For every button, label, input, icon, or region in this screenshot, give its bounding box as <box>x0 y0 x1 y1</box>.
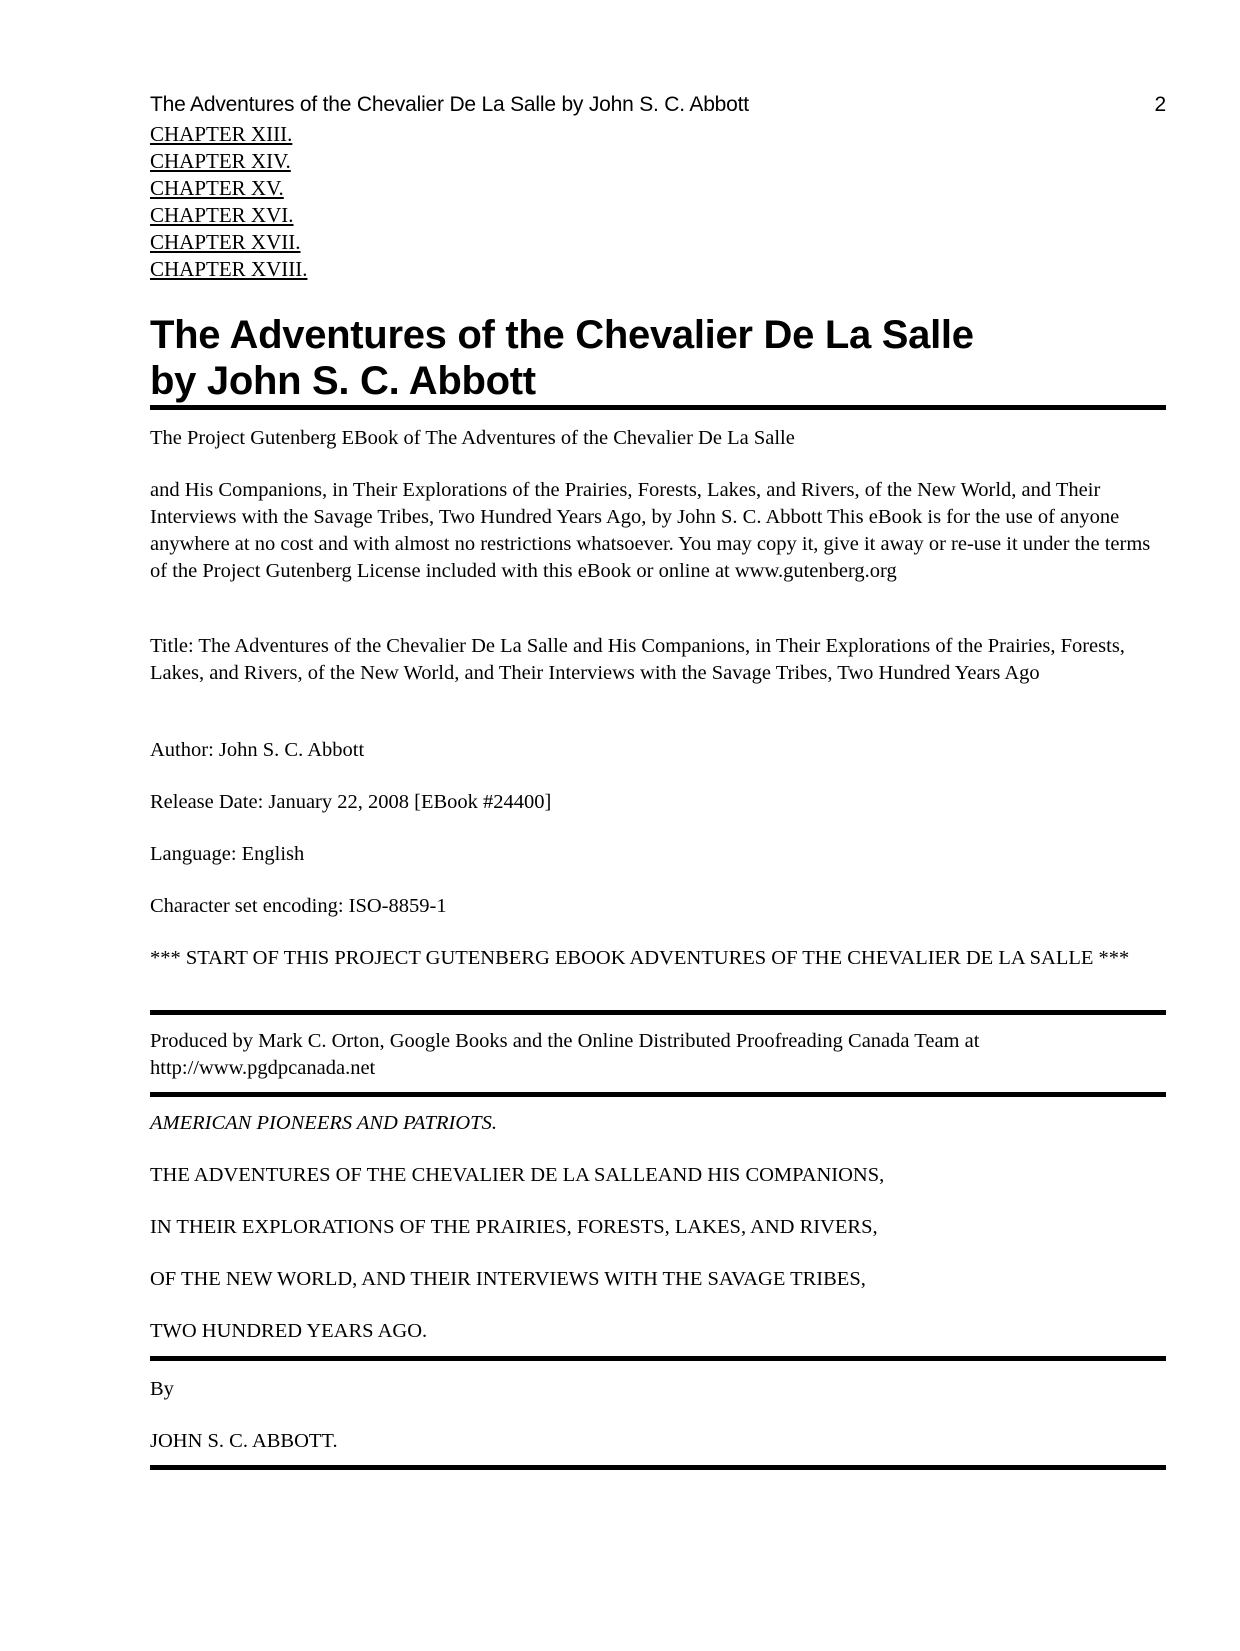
title-page-line-4: TWO HUNDRED YEARS AGO. <box>150 1320 428 1342</box>
toc-link-chapter-xvii[interactable]: CHAPTER XVII. <box>150 230 301 254</box>
running-header <box>150 90 1166 120</box>
running-header-title: The Adventures of the Chevalier De La Salle by John S. C. Abbott <box>150 93 749 116</box>
toc-link-chapter-xviii[interactable]: CHAPTER XVIII. <box>150 257 308 281</box>
title-field: Title: The Adventures of the Chevalier De La Salle and His Companions, in Their Explorations of the Prairies, Forests, Lakes, and Rivers, of the New World, and Their Interviews with the Savage Tribes, Two Hundred Years Ago <box>150 635 1125 684</box>
by-label: By <box>150 1378 174 1400</box>
series-title: AMERICAN PIONEERS AND PATRIOTS. <box>150 1112 497 1134</box>
toc-link-chapter-xvi[interactable]: CHAPTER XVI. <box>150 203 294 227</box>
produced-by: Produced by Mark C. Orton, Google Books and the Online Distributed Proofreading Canada Team at http://www.pgdpcanada.net <box>150 1030 980 1079</box>
release-date-field: Release Date: January 22, 2008 [EBook #24400] <box>150 791 552 813</box>
toc-link-chapter-xv[interactable]: CHAPTER XV. <box>150 176 284 200</box>
author-field: Author: John S. C. Abbott <box>150 739 365 761</box>
divider-rule <box>150 1465 1166 1470</box>
book-title-line2: by John S. C. Abbott <box>150 359 536 403</box>
book-title <box>150 312 974 404</box>
start-marker: *** START OF THIS PROJECT GUTENBERG EBOOK ADVENTURES OF THE CHEVALIER DE LA SALLE *** <box>150 947 1130 969</box>
title-page-line-2: IN THEIR EXPLORATIONS OF THE PRAIRIES, FORESTS, LAKES, AND RIVERS, <box>150 1216 878 1238</box>
language-field: Language: English <box>150 843 305 865</box>
encoding-field: Character set encoding: ISO-8859-1 <box>150 895 447 917</box>
divider-rule <box>150 405 1166 410</box>
title-page-line-3: OF THE NEW WORLD, AND THEIR INTERVIEWS WITH THE SAVAGE TRIBES, <box>150 1268 866 1290</box>
book-title-line1: The Adventures of the Chevalier De La Salle <box>150 313 974 357</box>
title-page-author: JOHN S. C. ABBOTT. <box>150 1430 338 1452</box>
divider-rule <box>150 1092 1166 1097</box>
divider-rule <box>150 1356 1166 1361</box>
toc-link-chapter-xiv[interactable]: CHAPTER XIV. <box>150 149 291 173</box>
table-of-contents <box>150 121 308 283</box>
intro-body: and His Companions, in Their Explorations of the Prairies, Forests, Lakes, and Rivers, of the New World, and Their Interviews with the Savage Tribes, Two Hundred Years Ago, by John S. C. Abbott This eBook is for the use of anyone anywhere at no cost and with almost no restrictions whatsoever. You may copy it, give it away or re-use it under the terms of the Project Gutenberg License included with this eBook or online at www.gutenberg.org <box>150 479 1151 582</box>
title-page-line-1: THE ADVENTURES OF THE CHEVALIER DE LA SALLEAND HIS COMPANIONS, <box>150 1164 885 1186</box>
page-number: 2 <box>1154 93 1166 116</box>
divider-rule <box>150 1010 1166 1015</box>
toc-link-chapter-xiii[interactable]: CHAPTER XIII. <box>150 122 293 146</box>
intro-heading: The Project Gutenberg EBook of The Adventures of the Chevalier De La Salle <box>150 427 795 449</box>
